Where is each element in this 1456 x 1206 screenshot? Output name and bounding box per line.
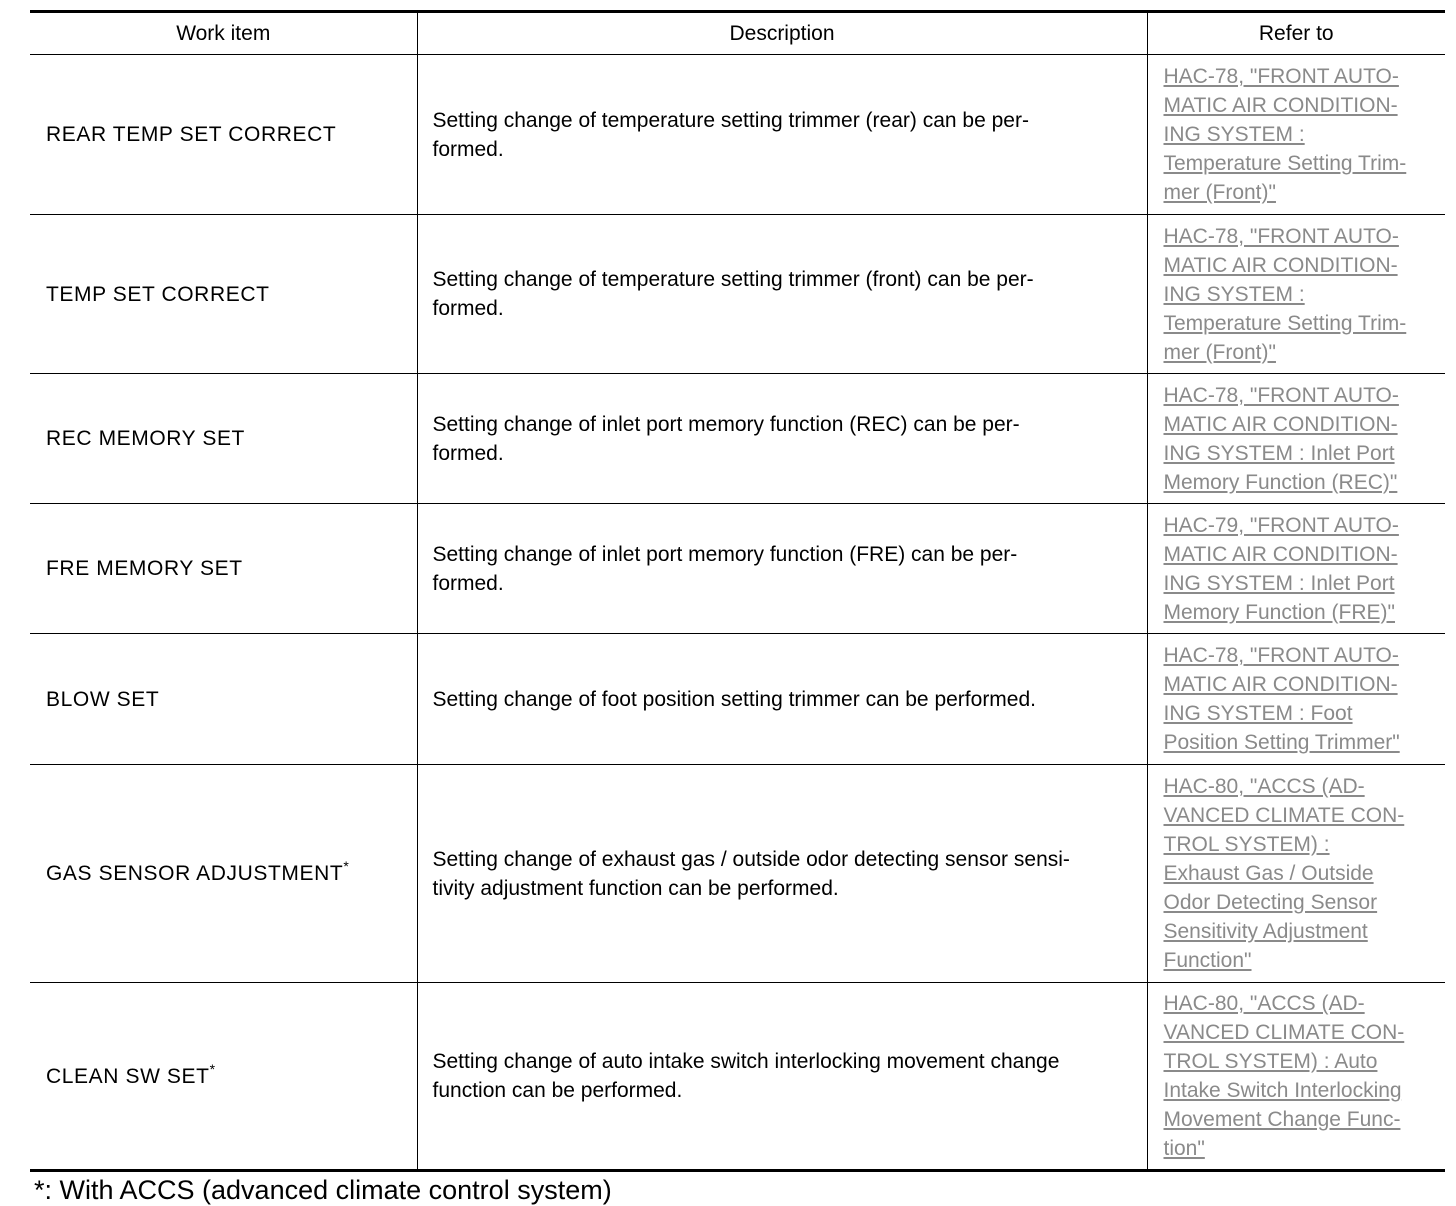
- description-cell: [417, 634, 1147, 765]
- work-item-cell: [30, 55, 417, 215]
- refer-to-link[interactable]: HAC-80, "ACCS (AD- VANCED CLIMATE CON- TROL SYSTEM) : Exhaust Gas / Outside Odor Detecting Sensor Sensitivity Adjustment Function": [1163, 775, 1405, 972]
- description-cell: [417, 983, 1147, 1171]
- work-item-label: REAR TEMP SET CORRECT: [46, 123, 337, 146]
- refer-to-link[interactable]: HAC-78, "FRONT AUTO- MATIC AIR CONDITION- ING SYSTEM : Inlet Port Memory Function (REC)": [1163, 383, 1399, 494]
- description-text: Setting change of temperature setting trimmer (front) can be per- formed.: [432, 268, 1034, 320]
- table-header-row: [30, 12, 1445, 55]
- table-row: [30, 983, 1445, 1171]
- work-item-label: GAS SENSOR ADJUSTMENT: [46, 862, 344, 885]
- refer-to-cell: [1147, 215, 1445, 374]
- description-text: Setting change of foot position setting trimmer can be performed.: [432, 687, 1036, 711]
- refer-to-link[interactable]: HAC-78, "FRONT AUTO- MATIC AIR CONDITION- ING SYSTEM : Foot Position Setting Trimmer": [1163, 644, 1400, 754]
- refer-to-link[interactable]: HAC-80, "ACCS (AD- VANCED CLIMATE CON- TROL SYSTEM) : Auto Intake Switch Interlocking Movement Change Func- tion": [1163, 992, 1405, 1160]
- work-item-cell: [30, 765, 417, 983]
- refer-to-cell: [1147, 765, 1445, 983]
- description-text: Setting change of temperature setting trimmer (rear) can be per- formed.: [432, 108, 1029, 161]
- refer-to-link[interactable]: HAC-78, "FRONT AUTO- MATIC AIR CONDITION- ING SYSTEM : Temperature Setting Trim- mer (Front)": [1163, 224, 1407, 364]
- footnote-marker: *: [343, 858, 350, 874]
- table-row: [30, 55, 1445, 215]
- refer-to-link[interactable]: HAC-78, "FRONT AUTO- MATIC AIR CONDITION- ING SYSTEM : Temperature Setting Trim- mer (Front)": [1163, 65, 1407, 204]
- work-item-label: TEMP SET CORRECT: [46, 282, 270, 306]
- header-refer-to: Refer to: [1147, 12, 1445, 55]
- table-row: [30, 374, 1445, 504]
- refer-to-cell: [1147, 504, 1445, 634]
- work-item-cell: [30, 634, 417, 765]
- refer-to-cell: [1147, 634, 1445, 765]
- header-work-item: Work item: [30, 12, 417, 55]
- refer-to-cell: [1147, 55, 1445, 215]
- refer-to-cell: [1147, 374, 1445, 504]
- refer-to-link[interactable]: HAC-79, "FRONT AUTO- MATIC AIR CONDITION- ING SYSTEM : Inlet Port Memory Function (FRE)": [1163, 513, 1399, 624]
- description-cell: [417, 215, 1147, 374]
- description-cell: [417, 374, 1147, 504]
- work-item-label: BLOW SET: [46, 687, 160, 711]
- work-item-cell: [30, 215, 417, 374]
- table-row: [30, 765, 1445, 983]
- work-item-cell: [30, 504, 417, 634]
- description-cell: [417, 765, 1147, 983]
- description-text: Setting change of auto intake switch interlocking movement change function can be performed.: [432, 1050, 1060, 1102]
- refer-to-cell: [1147, 983, 1445, 1171]
- header-description: Description: [417, 12, 1147, 55]
- table-row: [30, 504, 1445, 634]
- table-row: [30, 634, 1445, 765]
- description-cell: [417, 55, 1147, 215]
- description-text: Setting change of exhaust gas / outside odor detecting sensor sensi- tivity adjustment function can be performed.: [432, 847, 1070, 900]
- work-item-label: REC MEMORY SET: [46, 427, 245, 450]
- description-text: Setting change of inlet port memory function (FRE) can be per- formed.: [432, 542, 1018, 595]
- work-item-cell: [30, 374, 417, 504]
- footnote-marker: *: [209, 1060, 216, 1077]
- work-item-label: FRE MEMORY SET: [46, 557, 243, 580]
- description-text: Setting change of inlet port memory function (REC) can be per- formed.: [432, 412, 1020, 465]
- description-cell: [417, 504, 1147, 634]
- work-item-cell: [30, 983, 417, 1171]
- footnote: *: With ACCS (advanced climate control system): [34, 1175, 612, 1205]
- work-item-label: CLEAN SW SET: [46, 1064, 210, 1088]
- table-row: [30, 215, 1445, 374]
- work-support-table: [30, 10, 1445, 1172]
